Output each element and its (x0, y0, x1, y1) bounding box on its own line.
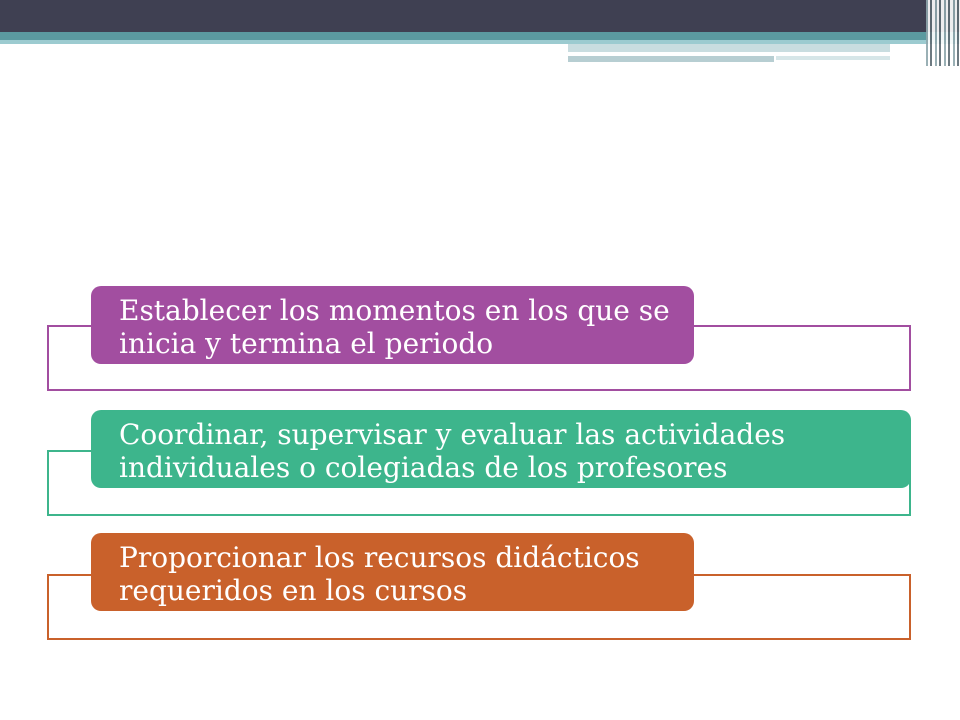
diagram-item-1-text: Establecer los momentos en los que se inicia y termina el periodo (119, 294, 670, 360)
header-decorative-line (568, 56, 774, 62)
header-bar (0, 0, 960, 32)
diagram-item-2-label (91, 410, 911, 488)
diagram-item-1-label (91, 286, 694, 364)
header-accent-strip (0, 32, 960, 40)
diagram-item-2-text: Coordinar, supervisar y evaluar las actividades individuales o colegiadas de los profesores (119, 418, 786, 484)
header-stripe-decoration (926, 0, 960, 66)
header-decorative-line (776, 56, 890, 60)
diagram-item-3-text: Proporcionar los recursos didácticos requeridos en los cursos (119, 541, 640, 607)
header-decorative-line (568, 44, 890, 52)
diagram-item-3-label (91, 533, 694, 611)
